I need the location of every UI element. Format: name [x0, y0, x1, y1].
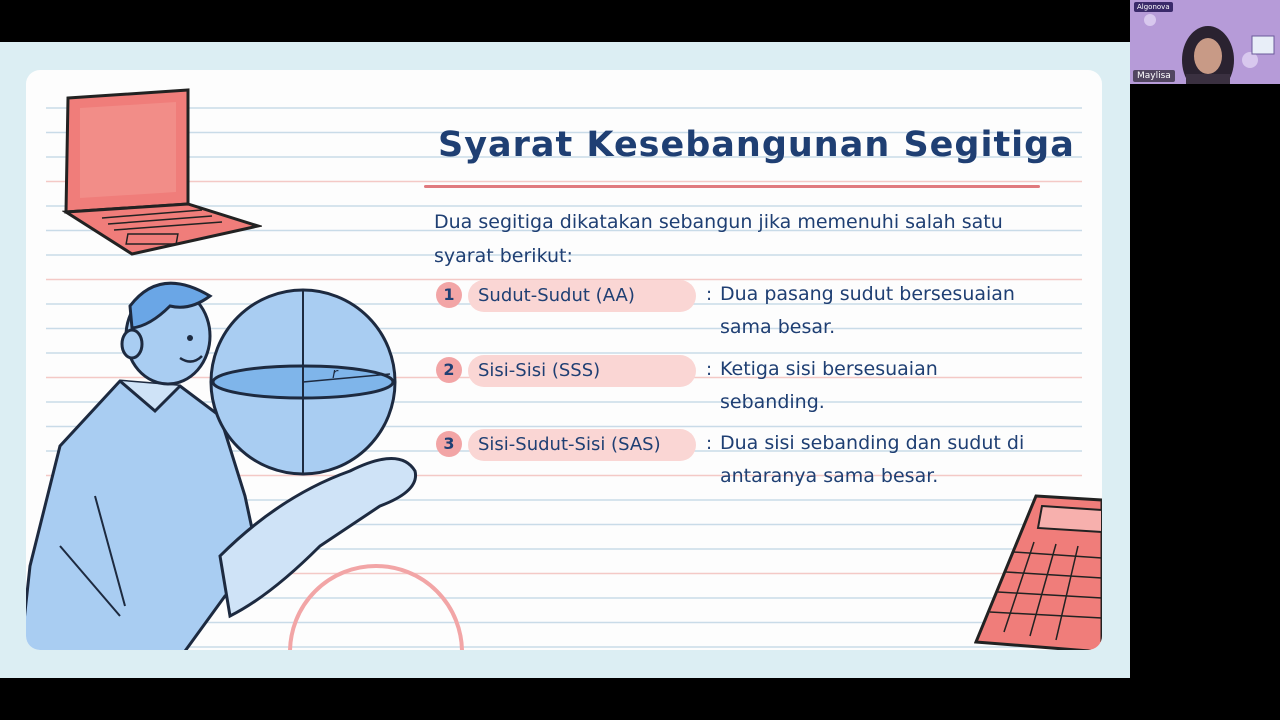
condition-number: 3 [436, 431, 462, 457]
webcam-tile[interactable] [1130, 0, 1280, 84]
slide-title: Syarat Kesebangunan Segitiga [438, 125, 1075, 165]
sphere-radius-label: r [332, 366, 338, 382]
condition-separator: : [706, 284, 713, 305]
intro-text: Dua segitiga dikatakan sebangun jika memenuhi salah satu syarat berikut: [434, 211, 1003, 267]
participant-name: Maylisa [1133, 70, 1175, 82]
slide-stage [0, 42, 1130, 678]
slide-card [26, 70, 1102, 650]
condition-name: Sudut-Sudut (AA) [468, 280, 696, 312]
condition-description: Dua pasang sudut bersesuaian sama besar. [720, 283, 1015, 338]
condition-name: Sisi-Sudut-Sisi (SAS) [468, 429, 696, 461]
laptop-illustration [62, 86, 262, 266]
condition-separator: : [706, 433, 713, 454]
calculator-illustration [974, 492, 1102, 650]
condition-name: Sisi-Sisi (SSS) [468, 355, 696, 387]
webcam-brand-badge: Algonova [1134, 2, 1173, 12]
condition-description: Ketiga sisi bersesuaian sebanding. [720, 358, 938, 413]
title-underline [424, 185, 1040, 188]
condition-number: 1 [436, 282, 462, 308]
condition-number: 2 [436, 357, 462, 383]
decorative-circle [284, 540, 470, 650]
condition-separator: : [706, 359, 713, 380]
condition-description: Dua sisi sebanding dan sudut di antaranya sama besar. [720, 432, 1025, 487]
